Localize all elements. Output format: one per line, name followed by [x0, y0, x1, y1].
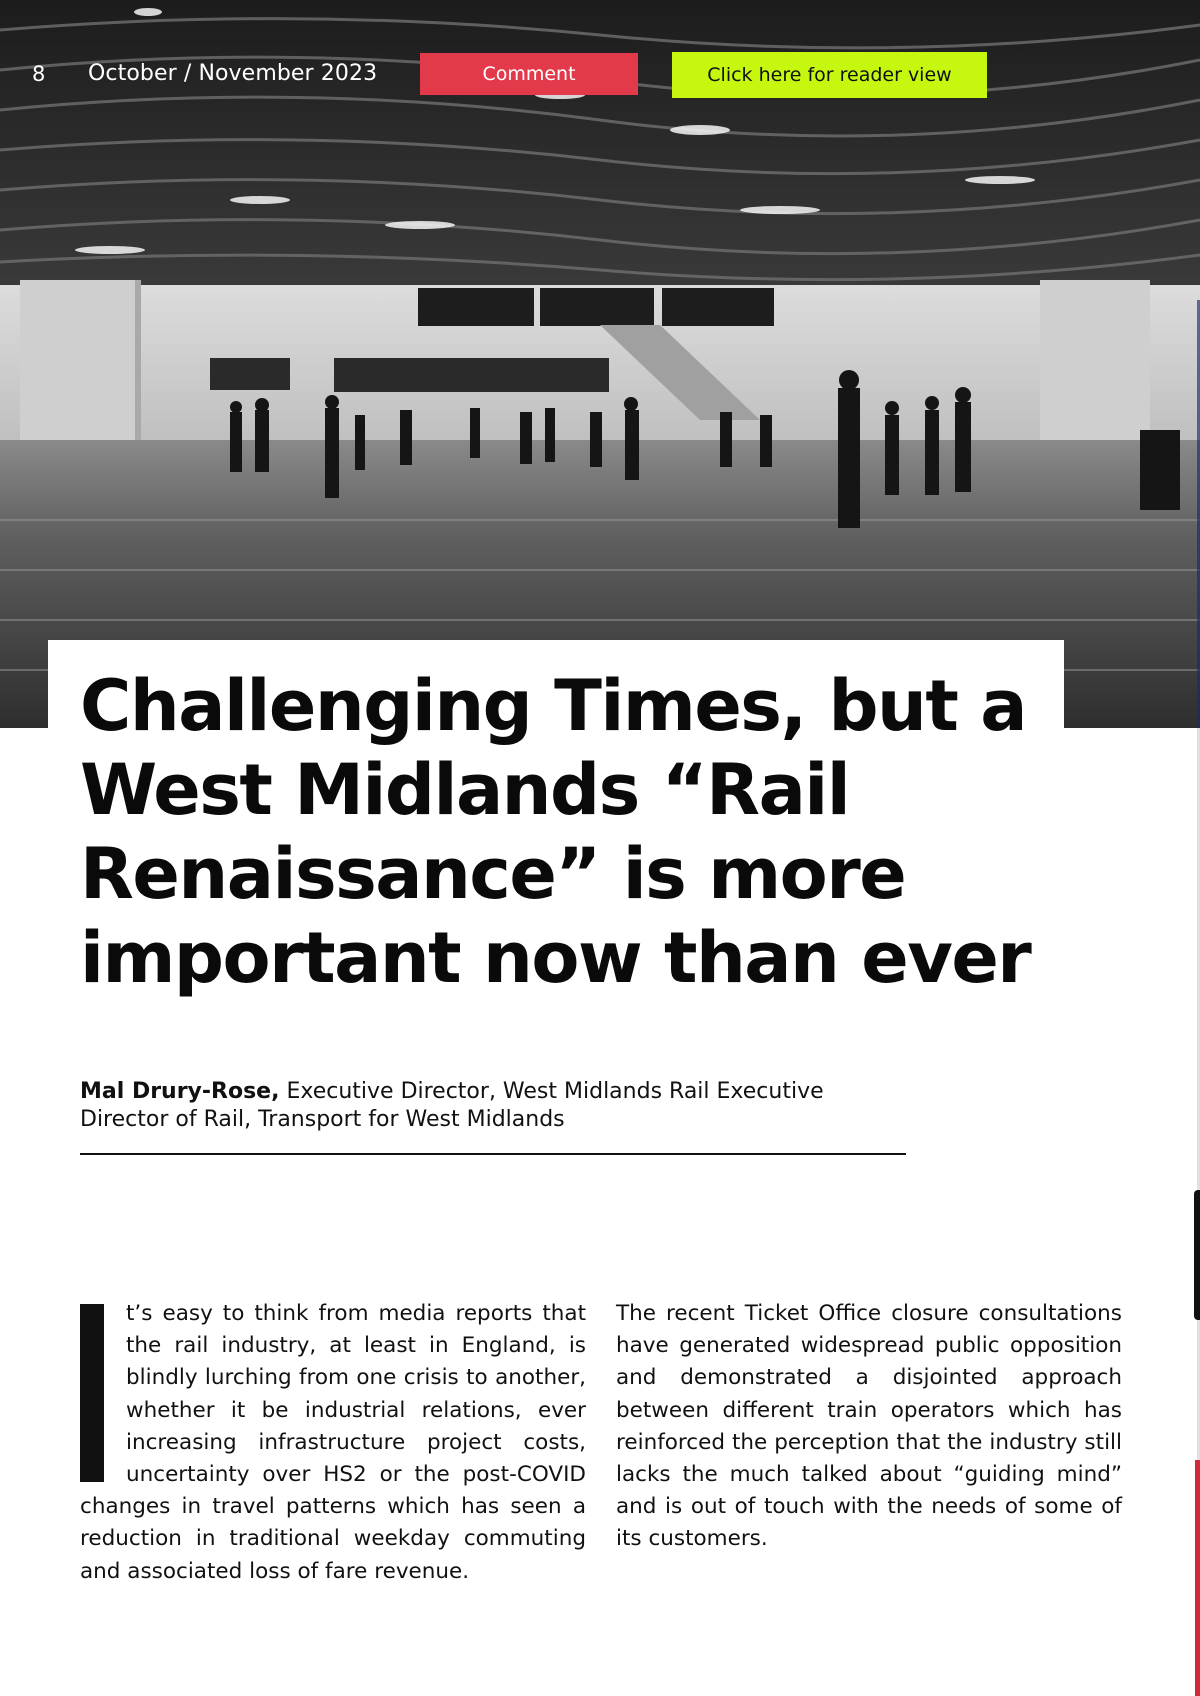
page-edge-tab — [1194, 1190, 1200, 1320]
byline-divider — [80, 1153, 906, 1155]
paragraph-right: The recent Ticket Office closure consultations have generated widespread public opposition and demonstrated a disjointed approach between different train operators which has reinforced the perception that the industry still lacks the much talked about “guiding mind” and is out of touch with the needs of some of its customers. — [616, 1301, 1122, 1552]
byline — [80, 1078, 940, 1134]
author-name: Mal Drury-Rose, — [80, 1079, 280, 1104]
author-role-line1: Executive Director, West Midlands Rail Executive — [279, 1079, 824, 1104]
body-column-right — [616, 1298, 1122, 1556]
hero-photo — [0, 0, 1200, 728]
comment-button[interactable]: Comment — [420, 53, 638, 95]
article-headline: Challenging Times, but a West Midlands “Rail Renaissance” is more important now than ever — [80, 665, 1031, 999]
author-role-line2: Director of Rail, Transport for West Midlands — [80, 1107, 565, 1132]
issue-date: October / November 2023 — [88, 61, 378, 86]
page-edge-red — [1195, 1460, 1200, 1696]
drop-cap — [80, 1304, 104, 1482]
paragraph-left: t’s easy to think from media reports that the rail industry, at least in England, is blindly lurching from one crisis to another, whether it be industrial relations, ever increasing infrastructure project costs, uncertainty over HS2 or the post-COVID changes in travel patterns which has seen a reduction in traditional weekday commuting and associated loss of fare revenue. — [80, 1301, 586, 1584]
station-concourse-image — [0, 0, 1200, 728]
page-number: 8 — [32, 62, 46, 86]
reader-view-button[interactable]: Click here for reader view — [672, 52, 987, 98]
body-column-left — [80, 1298, 586, 1588]
